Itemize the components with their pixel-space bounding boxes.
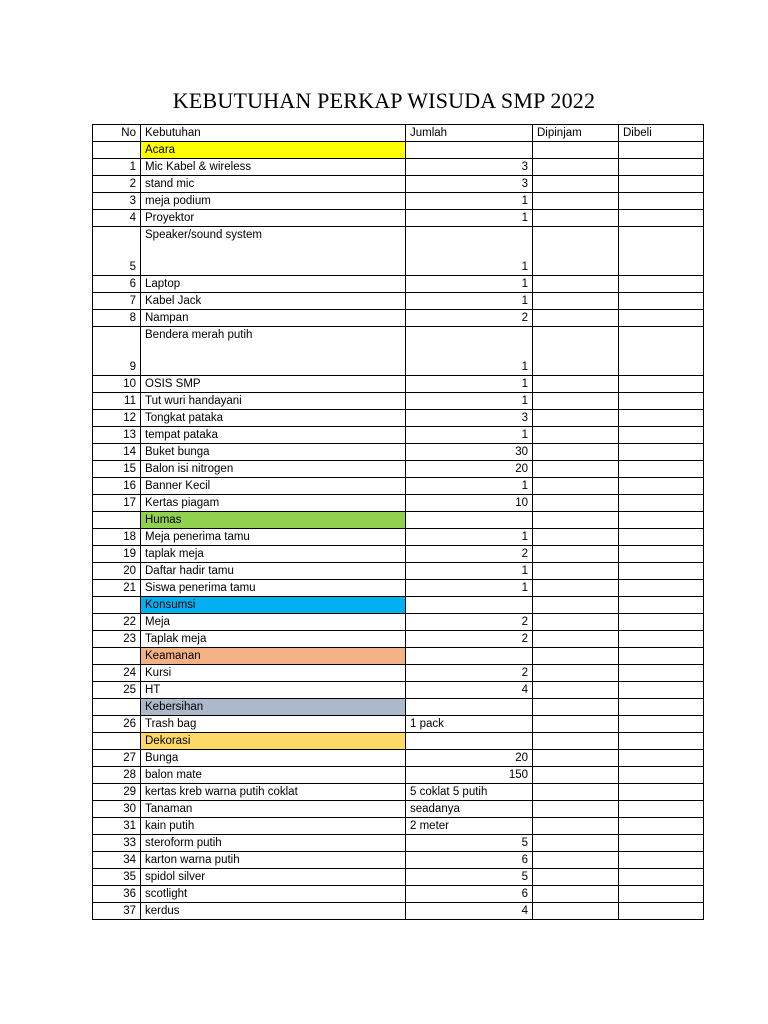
item-no: 35 — [93, 869, 141, 886]
section-jumlah-cell — [406, 699, 533, 716]
requirements-table — [92, 124, 704, 920]
table-row — [93, 614, 704, 631]
item-dibeli — [619, 665, 704, 682]
item-no: 21 — [93, 580, 141, 597]
item-dipinjam — [533, 886, 619, 903]
item-name: Daftar hadir tamu — [141, 563, 406, 580]
table-row — [93, 563, 704, 580]
item-dibeli — [619, 176, 704, 193]
item-name: Meja — [141, 614, 406, 631]
item-name: balon mate — [141, 767, 406, 784]
item-dibeli — [619, 227, 704, 276]
item-name: kertas kreb warna putih coklat — [141, 784, 406, 801]
table-row — [93, 682, 704, 699]
table-body — [93, 142, 704, 920]
item-qty: 4 — [406, 682, 533, 699]
item-qty: 20 — [406, 461, 533, 478]
item-qty: 1 — [406, 427, 533, 444]
item-no: 1 — [93, 159, 141, 176]
table-row — [93, 886, 704, 903]
table-row — [93, 529, 704, 546]
item-dibeli — [619, 903, 704, 920]
item-no: 25 — [93, 682, 141, 699]
item-dibeli — [619, 546, 704, 563]
item-name: stand mic — [141, 176, 406, 193]
table-row — [93, 750, 704, 767]
item-dipinjam — [533, 903, 619, 920]
item-dipinjam — [533, 716, 619, 733]
table-header-row — [93, 125, 704, 142]
item-qty: 1 — [406, 563, 533, 580]
item-qty: 6 — [406, 886, 533, 903]
item-no: 28 — [93, 767, 141, 784]
item-qty: 2 — [406, 546, 533, 563]
item-qty: 3 — [406, 410, 533, 427]
item-dipinjam — [533, 801, 619, 818]
section-jumlah-cell — [406, 597, 533, 614]
item-dibeli — [619, 276, 704, 293]
section-label: Humas — [141, 512, 406, 529]
item-qty: 3 — [406, 176, 533, 193]
item-dibeli — [619, 461, 704, 478]
section-no-cell — [93, 512, 141, 529]
item-name: kain putih — [141, 818, 406, 835]
section-label: Dekorasi — [141, 733, 406, 750]
item-no: 34 — [93, 852, 141, 869]
section-dibeli-cell — [619, 733, 704, 750]
item-qty: 5 coklat 5 putih — [406, 784, 533, 801]
item-name: Siswa penerima tamu — [141, 580, 406, 597]
item-name: Meja penerima tamu — [141, 529, 406, 546]
section-jumlah-cell — [406, 142, 533, 159]
item-dipinjam — [533, 835, 619, 852]
item-name: Tongkat pataka — [141, 410, 406, 427]
item-name: kerdus — [141, 903, 406, 920]
item-qty: 2 — [406, 665, 533, 682]
item-name: taplak meja — [141, 546, 406, 563]
item-qty: 1 — [406, 376, 533, 393]
section-label: Konsumsi — [141, 597, 406, 614]
item-qty: 10 — [406, 495, 533, 512]
item-name: Kursi — [141, 665, 406, 682]
item-name: Nampan — [141, 310, 406, 327]
item-qty: 1 — [406, 276, 533, 293]
section-dibeli-cell — [619, 142, 704, 159]
item-no: 4 — [93, 210, 141, 227]
item-dibeli — [619, 393, 704, 410]
header-no: No — [93, 125, 141, 142]
item-dipinjam — [533, 327, 619, 376]
table-row — [93, 276, 704, 293]
item-dibeli — [619, 631, 704, 648]
section-row — [93, 512, 704, 529]
item-dipinjam — [533, 159, 619, 176]
item-dipinjam — [533, 546, 619, 563]
item-no: 12 — [93, 410, 141, 427]
table-row — [93, 818, 704, 835]
item-dipinjam — [533, 276, 619, 293]
item-no: 18 — [93, 529, 141, 546]
table-row — [93, 580, 704, 597]
item-name: Taplak meja — [141, 631, 406, 648]
table-row — [93, 546, 704, 563]
item-dipinjam — [533, 750, 619, 767]
item-dibeli — [619, 835, 704, 852]
item-no: 15 — [93, 461, 141, 478]
item-no: 29 — [93, 784, 141, 801]
item-dipinjam — [533, 665, 619, 682]
item-qty: 1 — [406, 580, 533, 597]
header-dipinjam: Dipinjam — [533, 125, 619, 142]
item-qty: 5 — [406, 835, 533, 852]
item-name: Buket bunga — [141, 444, 406, 461]
item-no: 33 — [93, 835, 141, 852]
item-dipinjam — [533, 852, 619, 869]
item-qty: 1 — [406, 227, 533, 276]
item-name: scotlight — [141, 886, 406, 903]
item-name: Kabel Jack — [141, 293, 406, 310]
table-row — [93, 393, 704, 410]
section-dibeli-cell — [619, 648, 704, 665]
item-no: 9 — [93, 327, 141, 376]
item-qty: seadanya — [406, 801, 533, 818]
table-row — [93, 784, 704, 801]
item-name: spidol silver — [141, 869, 406, 886]
item-no: 7 — [93, 293, 141, 310]
section-dibeli-cell — [619, 597, 704, 614]
item-name: meja podium — [141, 193, 406, 210]
section-dipinjam-cell — [533, 733, 619, 750]
item-dibeli — [619, 376, 704, 393]
item-dibeli — [619, 159, 704, 176]
item-qty: 1 — [406, 193, 533, 210]
item-name: HT — [141, 682, 406, 699]
item-qty: 1 — [406, 478, 533, 495]
table-row — [93, 801, 704, 818]
item-name: Proyektor — [141, 210, 406, 227]
item-dipinjam — [533, 767, 619, 784]
section-dipinjam-cell — [533, 699, 619, 716]
item-dipinjam — [533, 293, 619, 310]
section-label: Kebersihan — [141, 699, 406, 716]
item-no: 30 — [93, 801, 141, 818]
item-no: 3 — [93, 193, 141, 210]
item-dipinjam — [533, 563, 619, 580]
item-no: 24 — [93, 665, 141, 682]
item-qty: 1 — [406, 529, 533, 546]
item-dibeli — [619, 327, 704, 376]
section-dipinjam-cell — [533, 648, 619, 665]
section-row — [93, 699, 704, 716]
header-jumlah: Jumlah — [406, 125, 533, 142]
item-no: 20 — [93, 563, 141, 580]
item-qty: 1 — [406, 293, 533, 310]
item-dipinjam — [533, 427, 619, 444]
table-row — [93, 903, 704, 920]
item-name: Bendera merah putih — [141, 327, 406, 376]
item-name: OSIS SMP — [141, 376, 406, 393]
item-name: Bunga — [141, 750, 406, 767]
section-dipinjam-cell — [533, 597, 619, 614]
section-label: Keamanan — [141, 648, 406, 665]
table-row — [93, 852, 704, 869]
item-dipinjam — [533, 210, 619, 227]
table-row — [93, 327, 704, 376]
item-name: Trash bag — [141, 716, 406, 733]
item-dipinjam — [533, 495, 619, 512]
item-qty: 2 — [406, 631, 533, 648]
section-label: Acara — [141, 142, 406, 159]
item-name: Speaker/sound system — [141, 227, 406, 276]
item-dibeli — [619, 310, 704, 327]
section-row — [93, 142, 704, 159]
item-qty: 3 — [406, 159, 533, 176]
item-dipinjam — [533, 461, 619, 478]
item-no: 10 — [93, 376, 141, 393]
item-name: Tut wuri handayani — [141, 393, 406, 410]
item-dibeli — [619, 682, 704, 699]
section-row — [93, 597, 704, 614]
item-no: 23 — [93, 631, 141, 648]
section-no-cell — [93, 648, 141, 665]
header-dibeli: Dibeli — [619, 125, 704, 142]
item-dibeli — [619, 716, 704, 733]
item-no: 27 — [93, 750, 141, 767]
item-dipinjam — [533, 580, 619, 597]
item-qty: 1 — [406, 393, 533, 410]
table-row — [93, 767, 704, 784]
item-no: 5 — [93, 227, 141, 276]
item-dibeli — [619, 818, 704, 835]
item-qty: 2 meter — [406, 818, 533, 835]
item-qty: 1 — [406, 327, 533, 376]
item-no: 36 — [93, 886, 141, 903]
table-row — [93, 835, 704, 852]
item-dipinjam — [533, 784, 619, 801]
item-dipinjam — [533, 869, 619, 886]
table-row — [93, 410, 704, 427]
item-qty: 2 — [406, 310, 533, 327]
section-dipinjam-cell — [533, 512, 619, 529]
table-row — [93, 176, 704, 193]
item-dibeli — [619, 852, 704, 869]
item-no: 37 — [93, 903, 141, 920]
item-dibeli — [619, 478, 704, 495]
section-no-cell — [93, 733, 141, 750]
item-qty: 20 — [406, 750, 533, 767]
table-row — [93, 310, 704, 327]
item-name: Balon isi nitrogen — [141, 461, 406, 478]
item-qty: 1 — [406, 210, 533, 227]
item-dibeli — [619, 193, 704, 210]
item-dibeli — [619, 767, 704, 784]
item-dibeli — [619, 563, 704, 580]
table-row — [93, 478, 704, 495]
item-qty: 30 — [406, 444, 533, 461]
item-dibeli — [619, 784, 704, 801]
section-jumlah-cell — [406, 648, 533, 665]
item-dibeli — [619, 529, 704, 546]
item-dipinjam — [533, 376, 619, 393]
item-dipinjam — [533, 410, 619, 427]
section-row — [93, 733, 704, 750]
item-no: 17 — [93, 495, 141, 512]
item-qty: 5 — [406, 869, 533, 886]
table-row — [93, 293, 704, 310]
item-dibeli — [619, 614, 704, 631]
item-no: 11 — [93, 393, 141, 410]
item-dipinjam — [533, 227, 619, 276]
item-name: tempat pataka — [141, 427, 406, 444]
item-dibeli — [619, 886, 704, 903]
page-title: KEBUTUHAN PERKAP WISUDA SMP 2022 — [172, 88, 596, 113]
table-row — [93, 869, 704, 886]
section-no-cell — [93, 699, 141, 716]
table-row — [93, 159, 704, 176]
item-dipinjam — [533, 818, 619, 835]
item-dibeli — [619, 580, 704, 597]
table-row — [93, 631, 704, 648]
item-qty: 4 — [406, 903, 533, 920]
section-no-cell — [93, 142, 141, 159]
item-dipinjam — [533, 176, 619, 193]
table-row — [93, 376, 704, 393]
item-dibeli — [619, 293, 704, 310]
item-name: Laptop — [141, 276, 406, 293]
item-dipinjam — [533, 310, 619, 327]
item-dibeli — [619, 444, 704, 461]
section-jumlah-cell — [406, 733, 533, 750]
table-row — [93, 444, 704, 461]
section-dibeli-cell — [619, 512, 704, 529]
item-qty: 150 — [406, 767, 533, 784]
section-row — [93, 648, 704, 665]
item-qty: 2 — [406, 614, 533, 631]
item-no: 8 — [93, 310, 141, 327]
item-no: 19 — [93, 546, 141, 563]
table-row — [93, 665, 704, 682]
item-dibeli — [619, 210, 704, 227]
item-dibeli — [619, 869, 704, 886]
section-jumlah-cell — [406, 512, 533, 529]
table-row — [93, 427, 704, 444]
item-no: 22 — [93, 614, 141, 631]
item-name: karton warna putih — [141, 852, 406, 869]
item-name: Kertas piagam — [141, 495, 406, 512]
table-row — [93, 193, 704, 210]
item-dipinjam — [533, 682, 619, 699]
item-dipinjam — [533, 444, 619, 461]
item-dipinjam — [533, 631, 619, 648]
item-no: 31 — [93, 818, 141, 835]
item-dipinjam — [533, 393, 619, 410]
item-qty: 6 — [406, 852, 533, 869]
item-no: 16 — [93, 478, 141, 495]
item-dipinjam — [533, 529, 619, 546]
item-dipinjam — [533, 478, 619, 495]
item-no: 14 — [93, 444, 141, 461]
item-dipinjam — [533, 614, 619, 631]
item-name: Banner Kecil — [141, 478, 406, 495]
item-name: Tanaman — [141, 801, 406, 818]
item-dibeli — [619, 427, 704, 444]
item-no: 26 — [93, 716, 141, 733]
section-dibeli-cell — [619, 699, 704, 716]
item-no: 13 — [93, 427, 141, 444]
table-row — [93, 716, 704, 733]
table-row — [93, 495, 704, 512]
table-row — [93, 461, 704, 478]
item-dibeli — [619, 410, 704, 427]
section-dipinjam-cell — [533, 142, 619, 159]
item-qty: 1 pack — [406, 716, 533, 733]
item-name: Mic Kabel & wireless — [141, 159, 406, 176]
section-no-cell — [93, 597, 141, 614]
item-name: steroform putih — [141, 835, 406, 852]
item-dibeli — [619, 750, 704, 767]
table-row — [93, 210, 704, 227]
table-row — [93, 227, 704, 276]
item-dibeli — [619, 495, 704, 512]
header-kebutuhan: Kebutuhan — [141, 125, 406, 142]
item-dipinjam — [533, 193, 619, 210]
item-no: 2 — [93, 176, 141, 193]
item-dibeli — [619, 801, 704, 818]
item-no: 6 — [93, 276, 141, 293]
